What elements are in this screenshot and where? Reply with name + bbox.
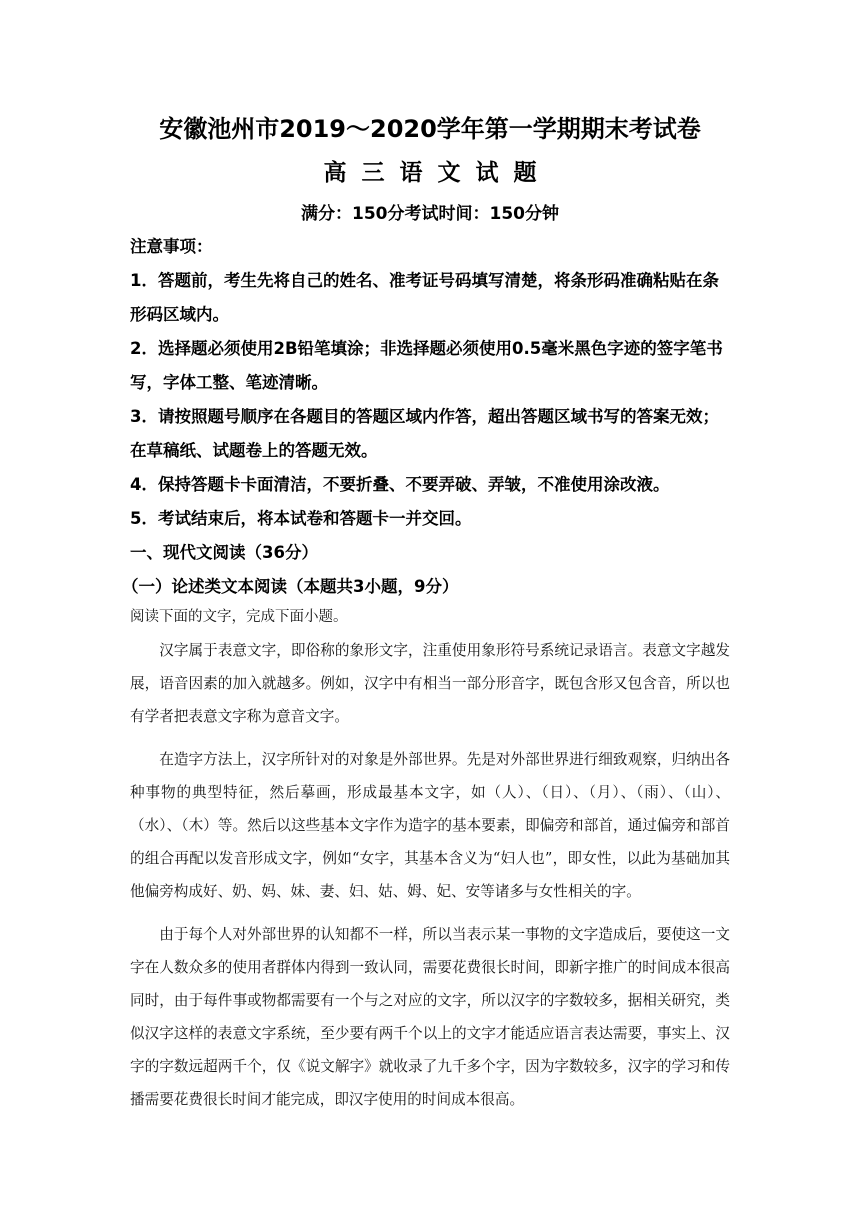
notice-item-4: 4．保持答题卡卡面清洁，不要折叠、不要弄破、弄皱，不准使用涂改液。 xyxy=(130,475,670,494)
notice-item-5: 5．考试结束后，将本试卷和答题卡一并交回。 xyxy=(130,509,472,528)
notice-block xyxy=(122,230,730,604)
score-time-info: 满分：150分考试时间：150分钟 xyxy=(301,204,559,224)
notice-heading: 注意事项： xyxy=(130,237,213,256)
exam-subtitle: 高三语文试题 xyxy=(323,160,552,186)
passage-paragraph-1: 汉字属于表意文字，即俗称的象形文字，注重使用象形符号系统记录语言。表意文字越发展，语音因素的加入就越多。例如，汉字中有相当一部分形音字，既包含形又包含音，所以也有学者把表意文字称为意音文字。 xyxy=(130,642,730,725)
notice-item-1: 1．答题前，考生先将自己的姓名、准考证号码填写清楚，将条形码准确粘贴在条形码区域内。 xyxy=(130,271,719,324)
passage-paragraph-2: 在造字方法上，汉字所针对的对象是外部世界。先是对外部世界进行细致观察，归纳出各种事物的典型特征，然后摹画，形成最基本文字，如（人）、（日）、（月）、（雨）、（山）、（水）、（木）等。然后以这些基本文字作为造字的基本要素，即偏旁和部首，通过偏旁和部首的组合再配以发音形成文字，例如“女字，其基本含义为“妇人也”，即女性，以此为基础加其他偏旁构成好、奶、妈、妹、妻、妇、姑、姆、妃、安等诸多与女性相关的字。 xyxy=(130,751,730,900)
reading-instruction: 阅读下面的文字，完成下面小题。 xyxy=(130,609,348,625)
section-heading: 一、现代文阅读（36分） xyxy=(130,543,318,562)
passage-paragraph-3: 由于每个人对外部世界的认知都不一样，所以当表示某一事物的文字造成后，要使这一文字在人数众多的使用者群体内得到一致认同，需要花费很长时间，即新字推广的时间成本很高同时，由于每件事或物都需要有一个与之对应的文字，所以汉字的字数较多，据相关研究，类似汉字这样的表意文字系统，至少要有两千个以上的文字才能适应语言表达需要，事实上、汉字的字数远超两千个，仅《说文解字》就收录了九千多个字，因为字数较多，汉字的学习和传播需要花费很长时间才能完成，即汉字使用的时间成本很高。 xyxy=(130,926,730,1108)
notice-item-2: 2．选择题必须使用2B铅笔填涂；非选择题必须使用0.5毫米黑色字迹的签字笔书写，字体工整、笔迹清晰。 xyxy=(130,339,723,392)
notice-item-3: 3．请按照题号顺序在各题目的答题区域内作答，超出答题区域书写的答案无效；在草稿纸、试题卷上的答题无效。 xyxy=(130,407,719,460)
section-subheading: （一）论述类文本阅读（本题共3小题，9分） xyxy=(122,577,459,596)
exam-title: 安徽池州市2019～2020学年第一学期期末考试卷 xyxy=(159,115,701,143)
reading-passage xyxy=(130,634,730,1126)
